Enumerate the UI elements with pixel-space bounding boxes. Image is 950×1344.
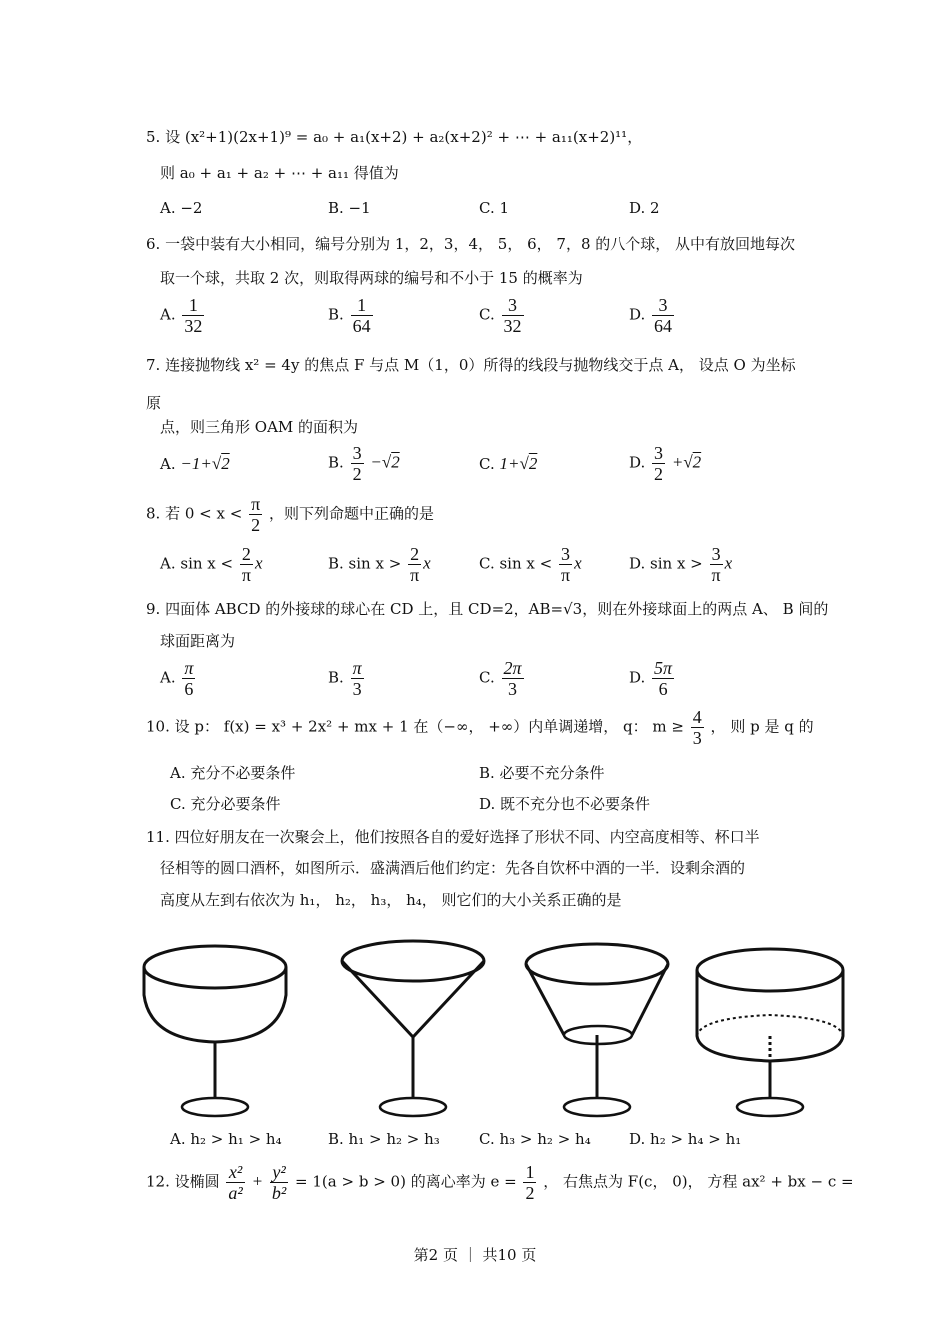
q11-option-c: C. h₃ > h₂ > h₄ [479,1130,591,1148]
q12-stem: 12. 设椭圆 $\frac{\text{x²}}{\text{a²}}$ + $\frac{\text{y²}}{\text{b²}}$ = 1(a > b > 0) 的离心率为 e = $\frac{1}{2}$ ， 右焦点为 F(c， 0)， 方程 ax² + bx − c = [146,1162,854,1203]
q6-line1: 6. 一袋中装有大小相同，编号分别为 1，2，3，4， 5， 6， 7，8 的八个球， 从中有放回地每次 [146,235,796,253]
q10-option-d: D. 既不充分也不必要条件 [479,795,651,813]
q5-line2: 则 a₀ + a₁ + a₂ + ⋯ + a₁₁ 得值为 [160,164,399,182]
q6-option-d: D. $\frac{3}{64}$ [629,295,673,336]
q7-line2: 原 [146,394,162,412]
q7-option-c: C. 1+√2 [479,454,538,473]
q9-option-d: D. $\frac{5\pi}{6}$ [629,658,673,699]
q9-option-c: C. $\frac{2\pi}{3}$ [479,658,522,699]
q6-line2: 取一个球，共取 2 次，则取得两球的编号和不小于 15 的概率为 [160,269,583,287]
q8-stem: 8. 若 0 < x < $\frac{\pi}{2}$ ，则下列命题中正确的是 [146,494,434,535]
q11-line2: 径相等的圆口酒杯，如图所示．盛满酒后他们约定：先各自饮杯中酒的一半．设剩余酒的 [160,859,746,877]
goblet-hemisphere [144,946,286,1116]
goblet-cone [342,941,484,1116]
q7-line3: 点，则三角形 OAM 的面积为 [160,418,359,436]
q11-option-a: A. h₂ > h₁ > h₄ [170,1130,282,1148]
page-footer: 第2 页 ｜ 共10 页 [413,1246,537,1264]
q7-option-b: B. $\frac{3}{2}$ −√2 [328,443,400,484]
goblet-cylinder [697,949,843,1116]
q11-line1: 11. 四位好朋友在一次聚会上，他们按照各自的爱好选择了形状不同、内空高度相等、杯口半 [146,828,760,846]
q7-option-a: A. −1+√2 [160,454,230,473]
q7-option-d: D. $\frac{3}{2}$ +√2 [629,443,702,484]
q10-option-c: C. 充分必要条件 [170,795,281,813]
q10-option-b: B. 必要不充分条件 [479,764,605,782]
q9-line1: 9. 四面体 ABCD 的外接球的球心在 CD 上，且 CD=2，AB=√3，则在外接球面上的两点 A、 B 间的 [146,600,829,618]
q5-option-c: C. 1 [479,199,510,217]
q10-option-a: A. 充分不必要条件 [170,764,296,782]
q9-option-b: B. $\frac{\pi}{3}$ [328,658,362,699]
q6-option-b: B. $\frac{1}{64}$ [328,295,371,336]
q5-option-d: D. 2 [629,199,660,217]
q5-option-b: B. −1 [328,199,371,217]
q6-option-a: A. $\frac{1}{32}$ [160,295,203,336]
q10-stem: 10. 设 p： f(x) = x³ + 2x² + mx + 1 在（−∞， +∞）内单调递增， q： m ≥ $\frac{4}{3}$ ， 则 p 是 q 的 [146,707,814,748]
q8-option-c: C. sin x < $\frac{3}{\pi}$ x [479,544,582,585]
q11-option-d: D. h₂ > h₄ > h₁ [629,1130,742,1148]
q8-option-a: A. sin x < $\frac{2}{\pi}$ x [160,544,263,585]
q9-line2: 球面距离为 [160,632,236,650]
q11-option-b: B. h₁ > h₂ > h₃ [328,1130,440,1148]
q8-option-b: B. sin x > $\frac{2}{\pi}$ x [328,544,431,585]
q6-option-c: C. $\frac{3}{32}$ [479,295,522,336]
q5-line1: 5. 设 (x²+1)(2x+1)⁹ = a₀ + a₁(x+2) + a₂(x+2)² + ⋯ + a₁₁(x+2)¹¹， [146,128,643,146]
q11-line3: 高度从左到右依次为 h₁， h₂， h₃， h₄， 则它们的大小关系正确的是 [160,891,622,909]
q8-option-d: D. sin x > $\frac{3}{\pi}$ x [629,544,733,585]
goblet-frustum [526,944,668,1116]
q7-line1: 7. 连接抛物线 x² = 4y 的焦点 F 与点 M（1，0）所得的线段与抛物线交于点 A， 设点 O 为坐标 [146,356,796,374]
q9-option-a: A. $\frac{\pi}{6}$ [160,658,194,699]
q5-option-a: A. −2 [160,199,203,217]
